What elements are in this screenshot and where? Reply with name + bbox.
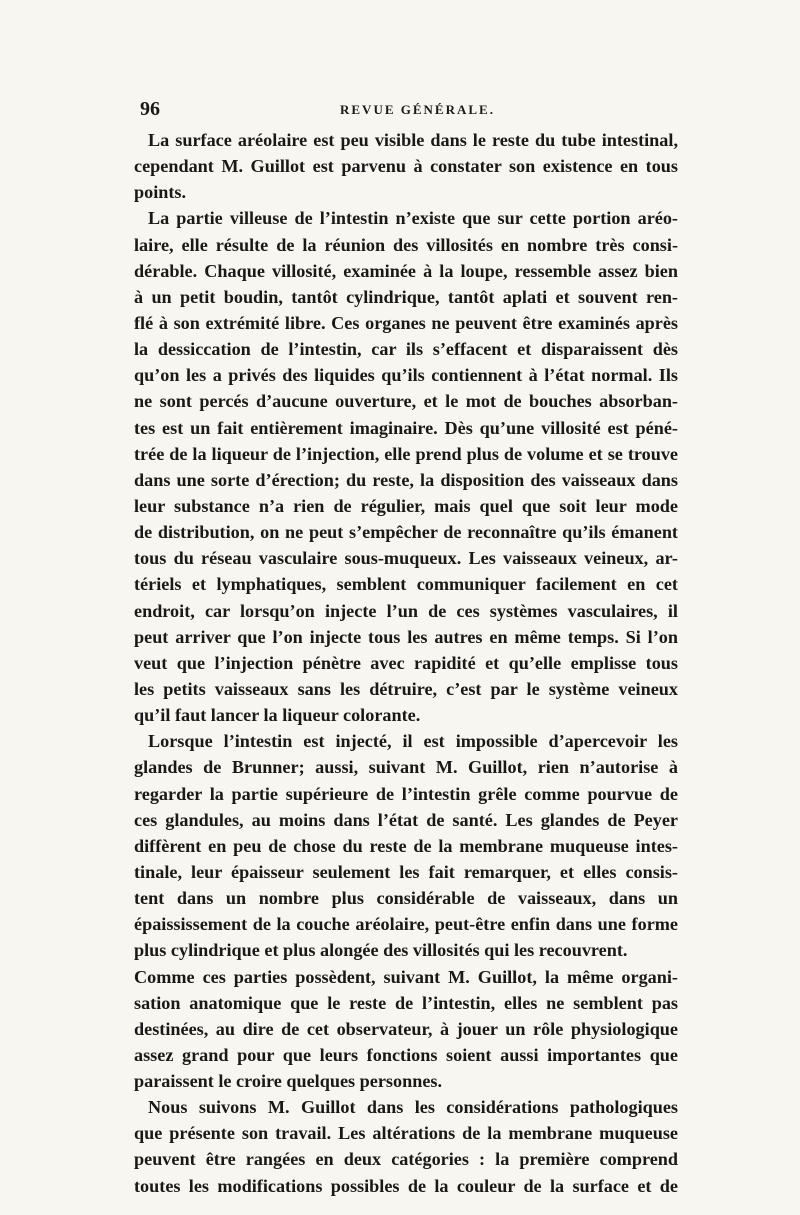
text-line: tent dans un nombre plus considérable de vaisseaux, dans un — [134, 888, 678, 909]
text-line: Comme ces parties possèdent, suivant M. Guillot, la même organi- — [134, 966, 678, 987]
text-line: sation anatomique que le reste de l’intestin, elles ne semblent pas — [134, 992, 678, 1013]
running-title: REVUE GÉNÉRALE. — [340, 102, 495, 117]
text-line: de distribution, on ne peut s’empêcher de reconnaître qu’ils émanent — [134, 522, 678, 543]
text-line: Lorsque l’intestin est injecté, il est impossible d’apercevoir les — [148, 731, 678, 752]
text-line: glandes de Brunner; aussi, suivant M. Guillot, rien n’autorise à — [134, 757, 678, 778]
text-line: plus cylindrique et plus alongée des villosités qui les recouvrent. — [134, 940, 628, 961]
text-line: à un petit boudin, tantôt cylindrique, tantôt aplati et souvent ren- — [134, 286, 678, 307]
body-text — [134, 127, 678, 1199]
text-line: leur substance n’a rien de régulier, mais quel que soit leur mode — [134, 495, 678, 516]
text-line: assez grand pour que leurs fonctions soient aussi importantes que — [134, 1044, 678, 1065]
text-line: dérable. Chaque villosité, examinée à la loupe, ressemble assez bien — [134, 260, 678, 281]
text-line: tes est un fait entièrement imaginaire. Dès qu’une villosité est péné- — [134, 417, 678, 438]
page-number: 96 — [140, 98, 160, 120]
page-header — [140, 98, 680, 128]
text-line: Nous suivons M. Guillot dans les considérations pathologiques — [148, 1097, 678, 1118]
text-line: la dessiccation de l’intestin, car ils s’effacent et disparaissent dès — [134, 339, 678, 360]
text-line: épaississement de la couche aréolaire, peut-être enfin dans une forme — [134, 914, 678, 935]
text-line: endroit, car lorsqu’on injecte l’un de ces systèmes vasculaires, il — [134, 600, 678, 621]
text-line: tous du réseau vasculaire sous-muqueux. Les vaisseaux veineux, ar- — [134, 548, 678, 569]
text-line: La partie villeuse de l’intestin n’existe que sur cette portion aréo- — [148, 208, 678, 229]
text-line: ne sont percés d’aucune ouverture, et le mot de bouches absorban- — [134, 391, 678, 412]
text-line: peuvent être rangées en deux catégories : la première comprend — [134, 1149, 678, 1170]
text-line: veut que l’injection pénètre avec rapidité et qu’elle emplisse tous — [134, 652, 678, 673]
text-line: ces glandules, au moins dans l’état de santé. Les glandes de Peyer — [134, 809, 678, 830]
text-line: La surface aréolaire est peu visible dans le reste du tube intestinal, — [148, 130, 678, 150]
text-line: regarder la partie supérieure de l’intestin grêle comme pourvue de — [134, 783, 678, 804]
text-line: qu’il faut lancer la liqueur colorante. — [134, 705, 421, 726]
text-line: destinées, au dire de cet observateur, à jouer un rôle physiologique — [134, 1018, 678, 1039]
text-line: cependant M. Guillot est parvenu à constater son existence en tous — [134, 156, 678, 177]
text-line: paraissent le croire quelques personnes. — [134, 1071, 443, 1092]
text-line: trée de la liqueur de l’injection, elle prend plus de volume et se trouve — [134, 443, 678, 464]
text-line: dans une sorte d’érection; du reste, la disposition des vaisseaux dans — [134, 469, 678, 490]
text-line: flé à son extrémité libre. Ces organes ne peuvent être examinés après — [134, 312, 678, 333]
text-line: que présente son travail. Les altérations de la membrane muqueuse — [134, 1123, 678, 1144]
text-line: diffèrent en peu de chose du reste de la membrane muqueuse intes- — [134, 835, 678, 856]
text-line: qu’on les a privés des liquides qu’ils contiennent à l’état normal. Ils — [134, 365, 678, 386]
text-line: les petits vaisseaux sans les détruire, c’est par le système veineux — [134, 678, 678, 699]
text-line: laire, elle résulte de la réunion des villosités en nombre très consi- — [134, 234, 678, 255]
text-line: toutes les modifications possibles de la couleur de la surface et de — [134, 1175, 678, 1196]
text-line: tinale, leur épaisseur seulement les fait remarquer, et elles consis- — [134, 861, 678, 882]
text-line: points. — [134, 182, 187, 203]
text-line: peut arriver que l’on injecte tous les autres en même temps. Si l’on — [134, 626, 678, 647]
text-line: tériels et lymphatiques, semblent communiquer facilement en cet — [134, 574, 678, 595]
